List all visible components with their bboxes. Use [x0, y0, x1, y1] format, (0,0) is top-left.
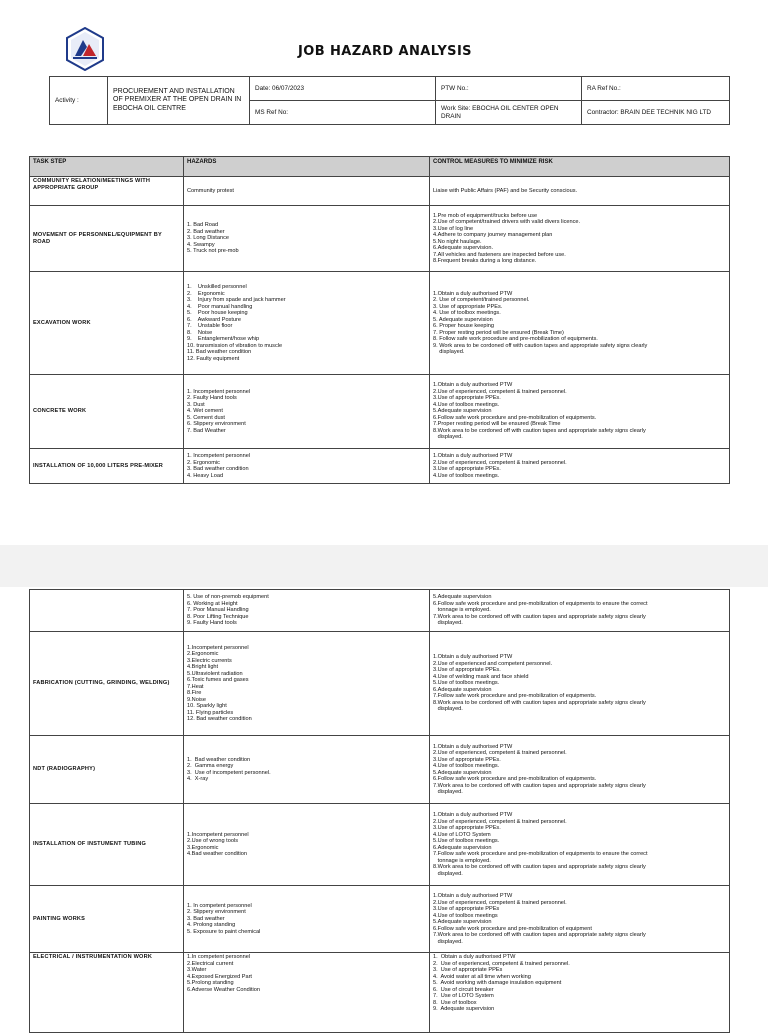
task-step-cell: FABRICATION (CUTTING, GRINDING, WELDING)	[30, 632, 184, 736]
control-item: 5. Avoid working with damage insulation equipment	[433, 980, 562, 986]
control-item: 5. Adequate supervision	[433, 316, 493, 323]
control-item: 6. Use of circuit breaker	[433, 986, 494, 993]
control-item: 5.Adequate supervision	[433, 769, 492, 776]
task-step-cell: COMMUNITY RELATION/MEETINGS WITH APPROPRIATE GROUP	[30, 177, 184, 206]
hazard-item: 5. Cement dust	[187, 414, 225, 421]
table-row	[30, 632, 730, 736]
hazard-item: 3.Electric currents	[187, 657, 232, 664]
control-item: 8. Use of toolbox	[433, 999, 477, 1006]
control-item: 6.Follow safe work procedure and pre-mobilization of equipments to ensure the correct	[433, 600, 648, 607]
control-item: 2.Use of competent/trained drivers with valid divers licence.	[433, 219, 581, 225]
control-item: 4.Use of toolbox meetings.	[433, 401, 500, 408]
control-item: 6.Follow safe work procedure and pre-mobilization of equipment	[433, 925, 592, 932]
control-item: 6.Adequate supervision	[433, 844, 492, 851]
hazard-item: 3. Injury from spade and jack hammer	[187, 297, 286, 303]
hazard-item: 10. transmission of vibration to muscle	[187, 342, 283, 349]
control-item: 2.Use of experienced and competent personnel.	[433, 660, 553, 667]
controls-cell	[430, 177, 730, 206]
control-item: 1.Obtain a duly authorised PTW	[433, 382, 513, 389]
control-item: 7.Work area to be cordoned off with caution tapes and appropriate safety signs clearly	[433, 782, 646, 789]
hazard-item: 2. Ergonomic	[187, 459, 220, 466]
hazard-item: 2. Faulty Hand tools	[187, 395, 237, 402]
control-item: 2.Use of experienced, competent & trained personnel.	[433, 459, 567, 466]
control-item: 6.Follow safe work procedure and pre-mobilization of equipments.	[433, 776, 597, 782]
hazard-item: 7. Bad Weather	[187, 427, 226, 434]
hazard-item: 8.Fire	[187, 690, 202, 696]
control-item: 7. Use of LOTO System	[433, 993, 494, 999]
hazard-item: 3. Bad weather condition	[187, 466, 249, 472]
task-step-cell: NDT (RADIOGRAPHY)	[30, 736, 184, 804]
hazard-item: 4. Prolong standing	[187, 922, 236, 929]
control-item: 8.Work area to be cordoned off with caution tapes and appropriate safety signs clearly	[433, 427, 646, 434]
control-item: displayed.	[433, 434, 463, 441]
control-item: 8.Work area to be cordoned off with caution tapes and appropriate safety signs clearly	[433, 864, 646, 870]
hazard-item: 4.Exposed Energized Part	[187, 973, 252, 980]
hazard-item: 1. Unskilled personnel	[187, 284, 247, 290]
hazard-item: 7. Poor Manual Handling	[187, 607, 249, 614]
control-item: 5.Adequate supervision	[433, 408, 492, 415]
control-item: 5.Adequate supervision	[433, 594, 492, 601]
control-item: 5.No night haulage.	[433, 238, 482, 245]
hazard-item: 6.Adverse Weather Condition	[187, 986, 260, 993]
hazards-cell	[184, 953, 430, 1033]
company-logo	[63, 27, 107, 71]
controls-cell	[430, 886, 730, 953]
hazard-item: 6. Awkward Posture	[187, 316, 241, 323]
task-step-cell	[30, 590, 184, 632]
controls-cell	[430, 272, 730, 375]
date-field: Date: 06/07/2023	[250, 77, 436, 101]
control-item: 1. Obtain a duly authorised PTW	[433, 954, 516, 960]
control-item: 7.Work area to be cordoned off with caution tapes and appropriate safety signs clearly	[433, 613, 646, 620]
control-item: tonnage is employed.	[433, 607, 491, 614]
hazard-item: 9. Faulty Hand tools	[187, 620, 237, 627]
page-gap	[0, 545, 768, 587]
control-item: 6. Proper house keeping	[433, 323, 494, 329]
control-item: displayed.	[433, 706, 463, 713]
hazard-item: 6.Toxic fumes and gases	[187, 677, 249, 683]
control-item: 4.Use of welding mask and face shield	[433, 673, 529, 680]
table-row	[30, 590, 730, 632]
control-item: displayed.	[433, 870, 463, 877]
hazard-item: 7.Heat	[187, 683, 204, 690]
hazard-item: 5. Truck not pre-mob	[187, 248, 239, 255]
task-step-cell: CONCRETE WORK	[30, 375, 184, 449]
hazards-cell	[184, 206, 430, 272]
control-item: 2.Use of experienced, competent & trained personnel.	[433, 899, 567, 906]
hazard-table-page-1	[29, 156, 730, 484]
control-item: 4.Adhere to company journey management plan	[433, 232, 553, 238]
controls-cell	[430, 590, 730, 632]
hazard-item: 2.Ergonomic	[187, 651, 219, 657]
document-page-2	[0, 587, 768, 1024]
controls-cell	[430, 206, 730, 272]
control-item: 3.Use of appropriate PPEs.	[433, 756, 501, 763]
hazard-item: 5.Ultraviolent radiation	[187, 670, 243, 677]
header-info-table	[49, 76, 730, 125]
hazard-item: 1. Incompetent personnel	[187, 453, 251, 459]
control-item: 1.Obtain a duly authorised PTW	[433, 453, 513, 459]
control-item: 7.Follow safe work procedure and pre-mobilization of equipments.	[433, 693, 597, 700]
task-step-cell: EXCAVATION WORK	[30, 272, 184, 375]
hazards-cell	[184, 590, 430, 632]
control-item: 7. Proper resting period will be ensured (Break Time)	[433, 329, 564, 336]
control-item: 6.Adequate supervision	[433, 686, 492, 693]
hazard-item: 4. Heavy Load	[187, 472, 224, 479]
hazards-cell	[184, 177, 430, 206]
hazard-item: 4. Wet cement	[187, 408, 223, 415]
control-item: 4.Use of toolbox meetings.	[433, 472, 500, 479]
hazard-item: 2. Gamma energy	[187, 763, 234, 769]
hazard-item: 4. X-ray	[187, 776, 209, 782]
control-item: 2. Use of experienced, competent & trained personnel.	[433, 960, 570, 967]
hazard-item: 11. Bad weather condition	[187, 349, 252, 355]
activity-label: Activity :	[50, 77, 108, 125]
hazard-item: 5. Exposure to paint chemical	[187, 928, 261, 935]
hazard-item: 1. Incompetent personnel	[187, 388, 251, 395]
control-item: 7.All vehicles and fasteners are inspected before use.	[433, 251, 566, 258]
hazards-cell	[184, 449, 430, 484]
task-step-cell: MOVEMENT OF PERSONNEL/EQUIPMENT BY ROAD	[30, 206, 184, 272]
control-item: 1.Obtain a duly authorised PTW	[433, 893, 513, 899]
hazard-item: 4.Bad weather condition	[187, 851, 248, 857]
control-item: 8.Work area to be cordoned off with caution tapes and appropriate safety signs clearly	[433, 699, 646, 706]
table-row	[30, 736, 730, 804]
hazard-item: 4. Swampy	[187, 241, 215, 248]
control-item: 9. Adequate supervision	[433, 1006, 495, 1012]
hazards-cell	[184, 886, 430, 953]
hazard-item: 4. Poor manual handling	[187, 303, 253, 310]
control-item: 5.Adequate supervision	[433, 919, 492, 925]
control-item: 3. Use of appropriate PPEs.	[433, 303, 503, 310]
table-row	[30, 206, 730, 272]
hazard-item: 12. Faulty equipment	[187, 355, 240, 362]
control-item: 7.Work area to be cordoned off with caution tapes and appropriate safety signs clearly	[433, 932, 646, 938]
control-item: 3.Use of appropriate PPEs.	[433, 395, 501, 402]
document-title: JOB HAZARD ANALYSIS	[298, 44, 472, 59]
control-item: 1.Obtain a duly authorised PTW	[433, 290, 513, 297]
hazard-item: 7. Unstable floor	[187, 323, 233, 329]
control-item: 7.Follow safe work procedure and pre-mobilization of equipments to ensure the correct	[433, 851, 648, 857]
task-step-cell: ELECTRICAL / INSTRUMENTATION WORK	[30, 953, 184, 1033]
control-item: 4.Use of toolbox meetings	[433, 912, 498, 919]
task-step-cell: INSTALLATION OF INSTUMENT TUBING	[30, 804, 184, 886]
hazard-item: 4.Bright light	[187, 664, 219, 670]
ra-ref-field: RA Ref No.:	[582, 77, 730, 101]
hazard-item: 1. Bad weather condition	[187, 756, 251, 763]
hazards-cell	[184, 632, 430, 736]
table-row	[30, 375, 730, 449]
table-row	[30, 449, 730, 484]
control-item: 1.Obtain a duly authorised PTW	[433, 812, 513, 818]
control-item: 1.Pre mob of equipment/trucks before use	[433, 212, 538, 219]
control-item: 3. Use of appropriate PPEs	[433, 967, 503, 973]
hazard-item: 5. Poor house keeping	[187, 310, 248, 316]
hazard-item: 1.In competent personnel	[187, 954, 251, 960]
controls-cell	[430, 449, 730, 484]
control-item: 2. Use of competent/trained personnel.	[433, 297, 530, 303]
hazards-cell	[184, 736, 430, 804]
hazard-item: 2. Ergonomic	[187, 290, 225, 297]
control-item: 3.Use of log line	[433, 225, 474, 232]
hazard-item: 5.Prolong standing	[187, 980, 234, 986]
control-item: 1.Obtain a duly authorised PTW	[433, 743, 513, 750]
hazard-item: 12. Bad weather condition	[187, 716, 252, 722]
control-item: 4.Use of toolbox meetings.	[433, 763, 500, 769]
control-item: 3.Use of appropriate PPEs.	[433, 466, 501, 472]
hazard-item: 3. Long Distance	[187, 235, 229, 242]
control-item: 4. Use of toolbox meetings.	[433, 310, 501, 316]
control-item: 4.Use of LOTO System	[433, 831, 491, 838]
control-item: 6.Adequate supervision.	[433, 245, 494, 251]
control-item: 2.Use of experienced, competent & trained personnel.	[433, 750, 567, 756]
control-item: 6.Follow safe work procedure and pre-mobilization of equipments.	[433, 414, 597, 421]
control-item: 3.Use of appropriate PPEs	[433, 906, 500, 912]
table-row	[30, 953, 730, 1033]
table-row	[30, 886, 730, 953]
task-step-cell: PAINTING WORKS	[30, 886, 184, 953]
control-item: displayed.	[433, 938, 463, 945]
hazard-item: 1.Incompetent personnel	[187, 831, 249, 838]
control-item: displayed.	[433, 349, 465, 355]
hazard-item: 8. Poor Lifting Technique	[187, 613, 249, 620]
hazard-item: 8. Noise	[187, 329, 213, 336]
control-item: tonnage is employed.	[433, 857, 491, 864]
activity-value: PROCUREMENT AND INSTALLATION OF PREMIXER AT THE OPEN DRAIN IN EBOCHA OIL CENTRE	[108, 77, 250, 125]
control-item: Liaise with Public Affairs (PAF) and be Security conscious.	[433, 187, 578, 194]
controls-cell	[430, 632, 730, 736]
hazard-item: 3. Dust	[187, 401, 205, 408]
hazard-item: 2. Bad weather	[187, 228, 225, 235]
hazard-item: 2. Slippery environment	[187, 909, 246, 916]
control-item: 2.Use of experienced, competent & trained personnel.	[433, 818, 567, 825]
hazard-item: 3. Bad weather	[187, 915, 225, 922]
control-item: 1.Obtain a duly authorised PTW	[433, 654, 513, 661]
control-item: displayed.	[433, 620, 463, 627]
control-item: 4. Avoid water at all time when working	[433, 973, 531, 980]
hazard-item: 3. Use of incompetent personnel.	[187, 769, 271, 776]
hazard-item: 5. Use of non-premob equipment	[187, 594, 269, 601]
hazard-item: 9. Entanglement/hose whip	[187, 336, 260, 342]
control-item: 3.Use of appropriate PPEs.	[433, 825, 501, 831]
work-site-field: Work Site: EBOCHA OIL CENTER OPEN DRAIN	[436, 101, 582, 125]
hazard-item: 9.Noise	[187, 696, 206, 703]
hazards-cell	[184, 804, 430, 886]
hazard-item: 6. Working at Height	[187, 600, 238, 607]
table-row	[30, 804, 730, 886]
hazard-item: 3.Ergonomic	[187, 844, 219, 851]
column-header-task-step: TASK STEP	[30, 157, 184, 177]
hazard-item: 1.Incompetent personnel	[187, 644, 249, 651]
control-item: 2.Use of experienced, competent & trained personnel.	[433, 388, 567, 395]
hazards-cell	[184, 375, 430, 449]
controls-cell	[430, 953, 730, 1033]
hazard-item: 11. Flying particles	[187, 709, 234, 716]
hazard-item: 2.Use of wrong tools	[187, 838, 238, 844]
controls-cell	[430, 804, 730, 886]
hazard-item: 6. Slippery environment	[187, 421, 246, 428]
table-row	[30, 272, 730, 375]
control-item: 3.Use of appropriate PPEs.	[433, 667, 501, 674]
ptw-field: PTW No.:	[436, 77, 582, 101]
control-item: 7.Proper resting period will be ensured (Break Time	[433, 421, 561, 428]
hazard-item: Community protest	[187, 187, 234, 194]
controls-cell	[430, 375, 730, 449]
control-item: 5.Use of toolbox meetings.	[433, 838, 500, 844]
hazard-item: 3.Water	[187, 967, 207, 973]
control-item: 9. Work area to be cordoned off with caution tapes and appropriate safety signs clearly	[433, 342, 648, 349]
control-item: 8.Frequent breaks during a long distance.	[433, 258, 537, 264]
column-header-hazards: HAZARDS	[184, 157, 430, 177]
hazards-cell	[184, 272, 430, 375]
ms-ref-field: MS Ref No:	[250, 101, 436, 125]
hazard-item: 10. Sparkly light	[187, 703, 227, 709]
hazard-item: 1. In competent personnel	[187, 902, 252, 909]
contractor-field: Contractor: BRAIN DEE TECHNIK NIG LTD	[582, 101, 730, 125]
control-item: 5.Use of toolbox meetings.	[433, 680, 500, 687]
task-step-cell: INSTALLATION OF 10,000 LITERS PRE-MIXER	[30, 449, 184, 484]
table-row	[30, 177, 730, 206]
control-item: 8. Follow safe work procedure and pre-mobilization of equipments.	[433, 336, 598, 342]
hazard-table-page-2	[29, 589, 730, 1033]
column-header-control-measures: CONTROL MEASURES TO MINIMIZE RISK	[430, 157, 730, 177]
hazard-item: 1. Bad Road	[187, 222, 219, 229]
hazard-item: 2.Electrical current	[187, 960, 234, 967]
control-item: displayed.	[433, 789, 463, 795]
controls-cell	[430, 736, 730, 804]
